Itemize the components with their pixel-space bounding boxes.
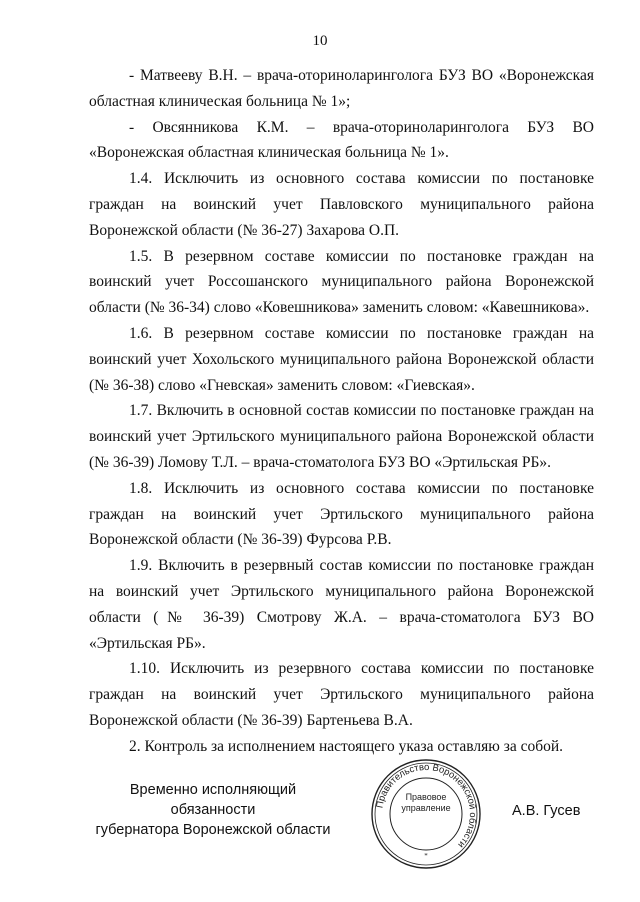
stamp-ring-text: Правительство Воронежской области	[374, 761, 479, 850]
signatory-position-line1: Временно исполняющий обязанности	[129, 782, 297, 818]
signatory-position	[88, 780, 338, 840]
document-body	[89, 63, 594, 760]
page-number: 10	[312, 33, 328, 49]
paragraph-1-10: 1.10. Исключить из резервного состава комиссии по постановке граждан на воинский учет Эртильского муниципального района Воронежской области (№ 36-39) Бартеньева В.А.	[89, 660, 594, 729]
svg-text:*: *	[424, 852, 428, 860]
signatory-name: А.В. Гусев	[512, 803, 581, 819]
stamp-seal-graphic	[370, 758, 482, 870]
paragraph-1-4: 1.4. Исключить из основного состава комиссии по постановке граждан на воинский учет Павловского муниципального района Воронежской области (№ 36-27) Захарова О.П.	[89, 170, 594, 239]
paragraph-ovsyannikov: - Овсянникова К.М. – врача-оториноларинголога БУЗ ВО «Воронежская областная клиническая больница № 1».	[89, 118, 594, 162]
stamp-center-line1: Правовое	[405, 792, 447, 802]
paragraph-2: 2. Контроль за исполнением настоящего указа оставляю за собой.	[129, 737, 564, 755]
stamp-center-text	[388, 792, 464, 814]
official-stamp	[370, 758, 482, 870]
stamp-center-line2: управление	[401, 803, 451, 813]
paragraph-matveev: - Матвееву В.Н. – врача-оториноларинголога БУЗ ВО «Воронежская областная клиническая больница № 1»;	[89, 67, 594, 110]
paragraph-1-6: 1.6. В резервном составе комиссии по постановке граждан на воинский учет Хохольского муниципального района Воронежской области (№ 36-38) слово «Гневская» заменить словом: «Гиевская».	[89, 324, 594, 394]
paragraph-1-8: 1.8. Исключить из основного состава комиссии по постановке граждан на воинский учет Эртильского муниципального района Воронежской области (№ 36-39) Фурсова Р.В.	[89, 479, 594, 549]
paragraph-1-5: 1.5. В резервном составе комиссии по постановке граждан на воинский учет Россошанского муниципального района Воронежской области (№ 36-34) слово «Ковешникова» заменить словом: «Кавешникова».	[89, 247, 594, 317]
paragraph-1-9: 1.9. Включить в резервный состав комиссии по постановке граждан на воинский учет Эртильского муниципального района Воронежской области (№ 36-39) Смотрову Ж.А. – врача-стоматолога БУЗ ВО «Эртильская РБ».	[89, 557, 594, 652]
paragraph-1-7: 1.7. Включить в основной состав комиссии по постановке граждан на воинский учет Эртильского муниципального района Воронежской области (№ 36-39) Ломову Т.Л. – врача-стоматолога БУЗ ВО «Эртильская РБ».	[89, 402, 594, 471]
signatory-position-line2: губернатора Воронежской области	[95, 822, 331, 838]
